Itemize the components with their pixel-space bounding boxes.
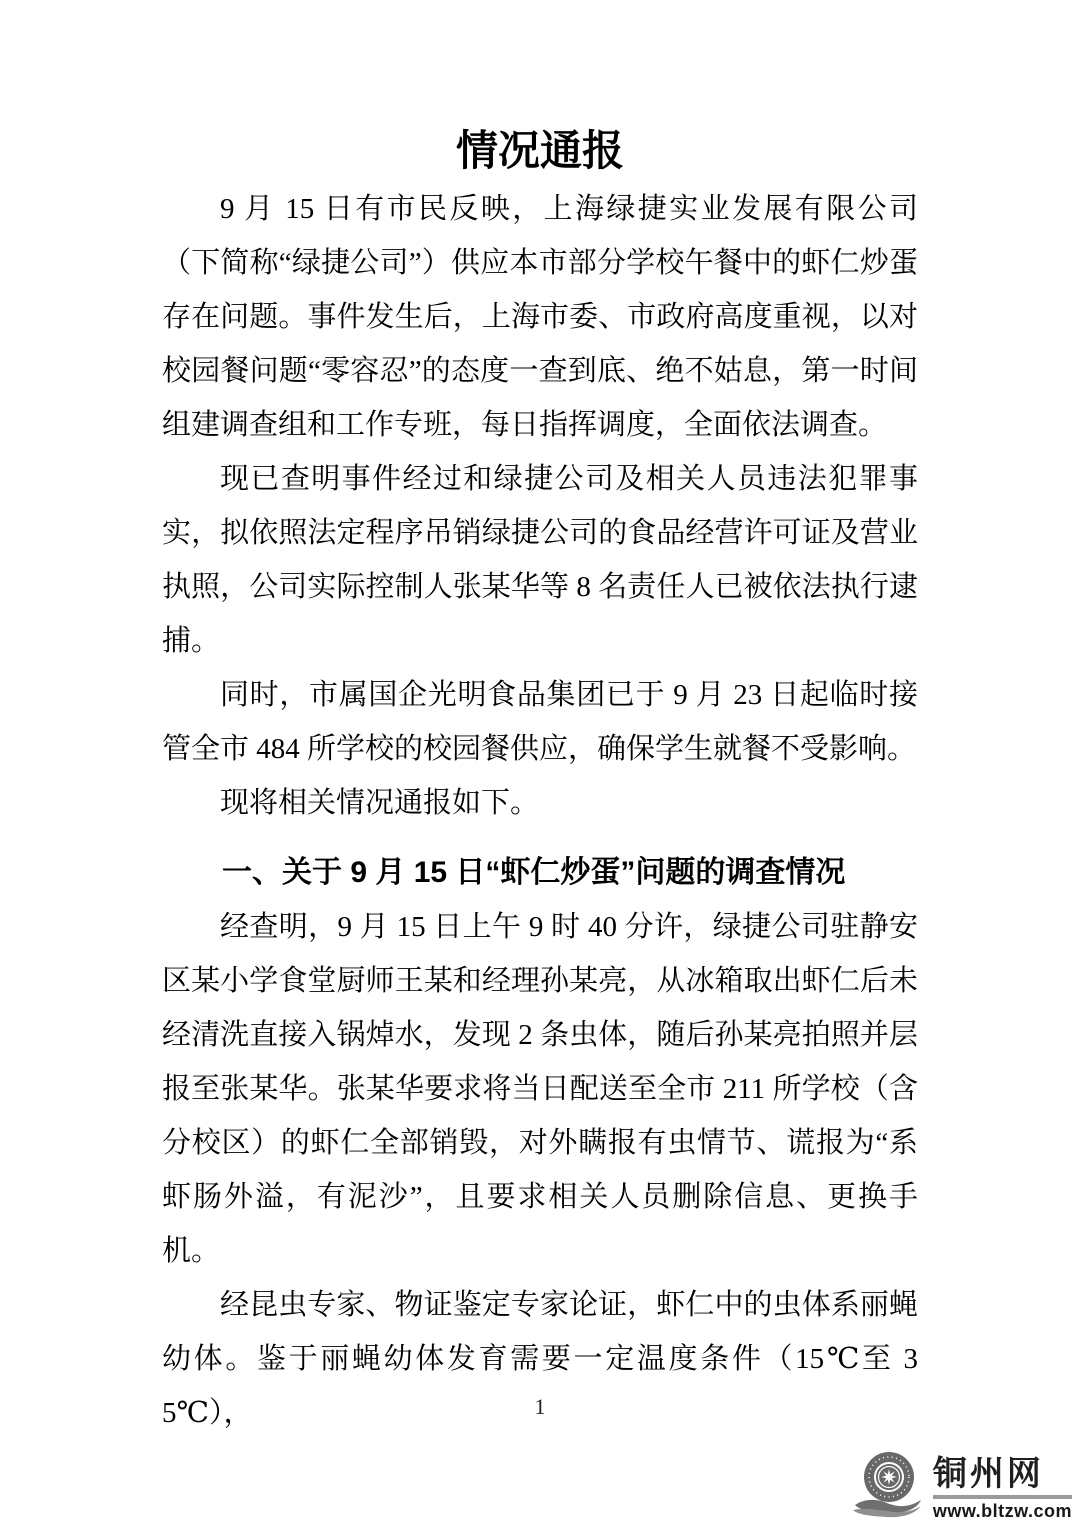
- watermark-text-block: [933, 1456, 1072, 1521]
- watermark: [851, 1449, 1072, 1521]
- watermark-divider: [933, 1495, 1072, 1499]
- body-paragraph: 经查明，9 月 15 日上午 9 时 40 分许，绿捷公司驻静安区某小学食堂厨师王某和经理孙某亮，从冰箱取出虾仁后未经清洗直接入锅焯水，发现 2 条虫体，随后孙某亮拍照并层报至张某华。张某华要求将当日配送至全市 211 所学校（含分校区）的虾仁全部销毁，对外瞒报有虫情节、谎报为“系虾肠外溢，有泥沙”，且要求相关人员删除信息、更换手机。: [162, 911, 918, 1267]
- watermark-logo-icon: [851, 1449, 927, 1521]
- watermark-site-name: 铜州网: [932, 1455, 1044, 1493]
- section-heading: 一、关于 9 月 15 日“虾仁炒蛋”问题的调查情况: [222, 856, 846, 889]
- body-paragraph: 现将相关情况通报如下。: [220, 787, 540, 819]
- body-paragraph: 同时，市属国企光明食品集团已于 9 月 23 日起临时接管全市 484 所学校的校园餐供应，确保学生就餐不受影响。: [162, 679, 918, 765]
- page-number: 1: [534, 1394, 546, 1419]
- body-paragraph: 经昆虫专家、物证鉴定专家论证，虾仁中的虫体系丽蝇幼体。鉴于丽蝇幼体发育需要一定温度条件（15℃至 35℃），: [162, 1289, 918, 1429]
- body-paragraph: 现已查明事件经过和绿捷公司及相关人员违法犯罪事实，拟依照法定程序吊销绿捷公司的食品经营许可证及营业执照，公司实际控制人张某华等 8 名责任人已被依法执行逮捕。: [162, 463, 918, 657]
- document-title: 情况通报: [455, 129, 624, 175]
- watermark-site-url: www.bltzw.com: [932, 1501, 1072, 1521]
- body-paragraph: 9 月 15 日有市民反映，上海绿捷实业发展有限公司（下简称“绿捷公司”）供应本市部分学校午餐中的虾仁炒蛋存在问题。事件发生后，上海市委、市政府高度重视，以对校园餐问题“零容忍”的态度一查到底、绝不姑息，第一时间组建调查组和工作专班，每日指挥调度，全面依法调查。: [162, 193, 918, 441]
- document-blocks: [162, 182, 918, 1440]
